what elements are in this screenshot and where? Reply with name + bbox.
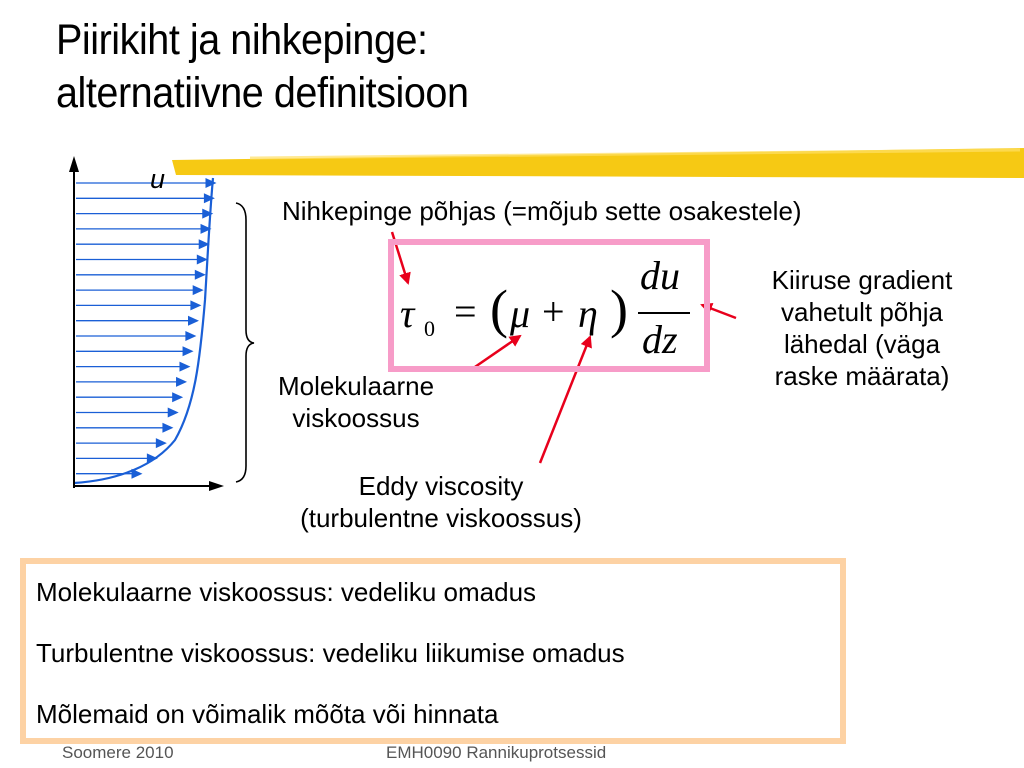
boundary-layer-brace	[236, 203, 254, 482]
molecular-label-line-2: viskoossus	[292, 403, 420, 433]
eddy-viscosity-label	[248, 470, 634, 534]
eq-numerator: du	[640, 253, 680, 298]
shear-stress-label: Nihkepinge põhjas (=mõjub sette osakestele)	[282, 196, 802, 226]
velocity-profile-arrows	[76, 178, 216, 479]
footer-course: EMH0090 Rannikuprotsessid	[386, 743, 607, 762]
eq-mu: μ	[510, 291, 531, 336]
eq-plus: +	[542, 289, 565, 334]
velocity-arrowhead	[185, 331, 196, 341]
eddy-label-line-2: (turbulentne viskoossus)	[300, 503, 582, 533]
shear-stress-equation	[398, 250, 703, 366]
velocity-arrowhead	[195, 270, 206, 280]
velocity-arrowhead	[205, 178, 216, 188]
velocity-arrowhead	[176, 377, 187, 387]
gradient-label	[738, 264, 986, 392]
velocity-arrowhead	[172, 392, 183, 402]
eq-denominator: dz	[642, 317, 678, 362]
velocity-arrowhead	[193, 285, 204, 295]
velocity-arrowhead	[156, 438, 167, 448]
velocity-profile-curve	[74, 178, 213, 483]
footer-author: Soomere 2010	[62, 743, 174, 762]
velocity-axis-label: u	[150, 164, 166, 194]
summary-line-1: Molekulaarne viskoossus: vedeliku omadus	[36, 577, 537, 607]
eq-fraction-bar	[638, 312, 690, 314]
velocity-arrowhead	[202, 209, 213, 219]
velocity-arrowhead	[188, 316, 199, 326]
summary-line-3: Mõlemaid on võimalik mõõta või hinnata	[36, 699, 499, 729]
gradient-label-line-1: Kiiruse gradient	[771, 265, 953, 295]
velocity-arrowhead	[162, 423, 173, 433]
velocity-arrowhead	[168, 408, 179, 418]
gradient-label-line-3: lähedal (väga	[783, 329, 941, 359]
velocity-arrowhead	[190, 300, 201, 310]
summary-box	[20, 558, 846, 744]
eq-equals: =	[454, 289, 477, 334]
eddy-label-line-1: Eddy viscosity	[358, 471, 524, 501]
gradient-label-line-4: raske määrata)	[774, 361, 950, 391]
eq-right-paren: )	[610, 279, 628, 339]
molecular-label-line-1: Molekulaarne	[277, 371, 435, 401]
eq-tau: τ	[400, 291, 415, 336]
summary-line-2: Turbulentne viskoossus: vedeliku liikumise omadus	[36, 638, 625, 668]
x-axis-arrowhead	[209, 481, 224, 491]
velocity-arrowhead	[179, 362, 190, 372]
velocity-arrowhead	[204, 193, 215, 203]
velocity-arrowhead	[183, 346, 194, 356]
eq-eta: η	[578, 291, 598, 336]
z-axis-arrowhead	[69, 156, 79, 172]
title-line-1: Piirikiht ja nihkepinge:	[56, 16, 428, 64]
eq-left-paren: (	[490, 279, 508, 339]
gradient-label-line-2: vahetult põhja	[781, 297, 943, 327]
molecular-viscosity-label	[250, 370, 462, 434]
title-highlight	[172, 148, 1024, 178]
title-line-2: alternatiivne definitsioon	[56, 69, 469, 117]
eq-subscript-zero: 0	[424, 316, 435, 341]
